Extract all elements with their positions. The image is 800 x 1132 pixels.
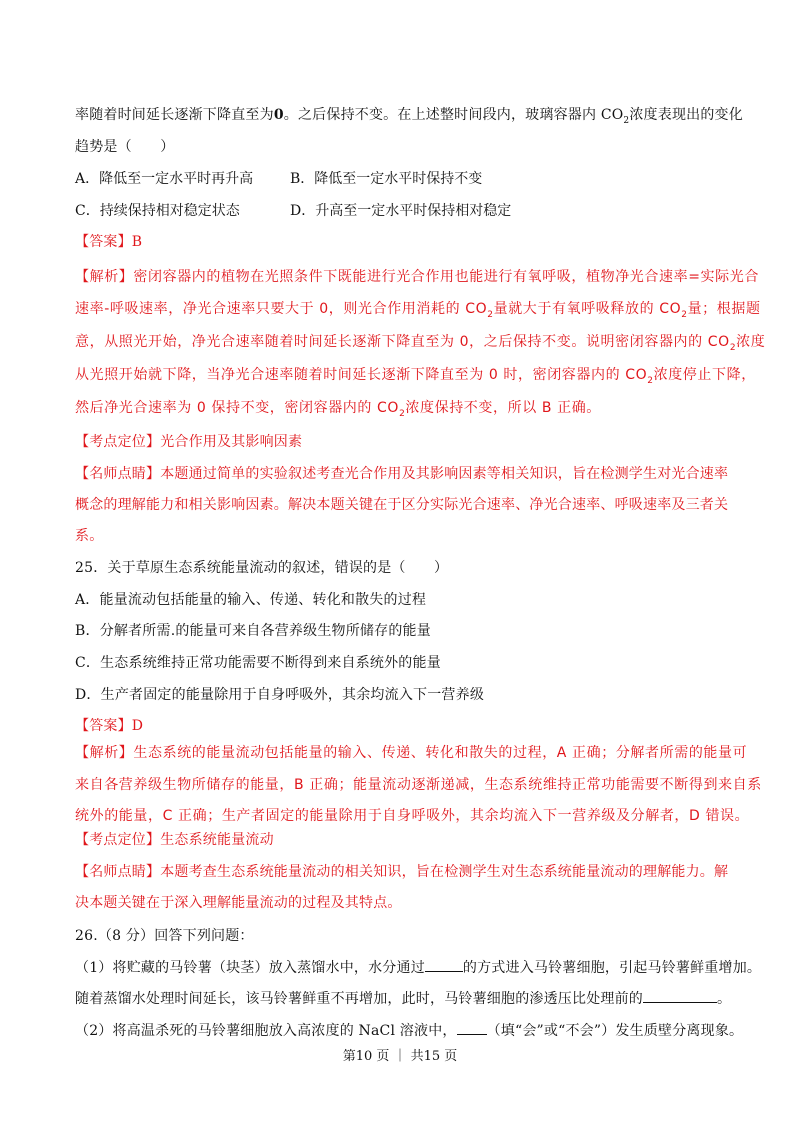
q24-analysis-line4: 从光照开始就下降，当净光合速率随着时间延长逐渐下降直至为 0 时，密闭容器内的 $CO_2$浓度停止下降， [75, 367, 756, 386]
q25-option-b: B．分解者所需.的能量可来自各营养级生物所储存的能量 [75, 623, 431, 639]
q26-part2-line1: （2）将高温杀死的马铃薯细胞放入高浓度的 NaCl 溶液中， （填“会”或“不会”）发生质壁分离现象。 [75, 1023, 744, 1039]
answer-blank [425, 971, 463, 972]
q24-analysis-line2: 速率-呼吸速率，净光合速率只要大于 0，则光合作用消耗的 $CO_2$量就大于有氧呼吸释放的 $CO_2$量；根据题 [75, 301, 761, 320]
q24-option-c: C．持续保持相对稳定状态 [75, 203, 240, 219]
q24-option-a: A．降低至一定水平时再升高 [75, 171, 254, 187]
answer-blank [457, 1034, 487, 1035]
q25-option-d: D．生产者固定的能量除用于自身呼吸外，其余均流入下一营养级 [75, 687, 485, 703]
q24-mingshi-line2: 概念的理解能力和相关影响因素。解决本题关键在于区分实际光合速率、净光合速率、呼吸速率及三者关 [75, 497, 729, 513]
q24-mingshi-line3: 系。 [75, 528, 104, 544]
q26-part1-line1: （1）将贮藏的马铃薯（块茎）放入蒸馏水中，水分通过 的方式进入马铃薯细胞，引起马铃薯鲜重增加。 [75, 960, 762, 976]
q24-analysis-line1: 【解析】密闭容器内的植物在光照条件下既能进行光合作用也能进行有氧呼吸，植物净光合速率=实际光合 [75, 269, 759, 285]
q24-stem-line2: 趋势是（ ） [75, 139, 175, 155]
q24-option-b: B．降低至一定水平时保持不变 [290, 171, 483, 187]
q25-mingshi-line2: 决本题关键在于深入理解能量流动的过程及其特点。 [75, 895, 402, 911]
q26-stem: 26.（8 分）回答下列问题： [75, 928, 254, 944]
q25-answer: 【答案】D [75, 718, 144, 734]
q25-option-c: C．生态系统维持正常功能需要不断得到来自系统外的能量 [75, 655, 441, 671]
q25-analysis-line3: 统外的能量，C 正确；生产者固定的能量除用于自身呼吸外，其余均流入下一营养级及分解者，D 错误。 [75, 808, 750, 824]
q25-mingshi-line1: 【名师点睛】本题考查生态系统能量流动的相关知识，旨在检测学生对生态系统能量流动的理解能力。解 [75, 864, 729, 880]
q25-analysis-line2: 来自各营养级生物所储存的能量，B 正确；能量流动逐渐递减，生态系统维持正常功能需要不断得到来自系 [75, 777, 762, 793]
q24-analysis-line3: 意，从照光开始，净光合速率随着时间延长逐渐下降直至为 0，之后保持不变。说明密闭容器内的 $CO_2$浓度 [75, 334, 766, 353]
q24-answer: 【答案】B [75, 234, 143, 250]
q24-option-d: D．升高至一定水平时保持相对稳定 [290, 203, 512, 219]
answer-blank [643, 1002, 717, 1003]
q25-kaodian: 【考点定位】生态系统能量流动 [75, 832, 274, 848]
q24-analysis-line5: 然后净光合速率为 0 保持不变，密闭容器内的 $CO_2$浓度保持不变，所以 B 正确。 [75, 400, 601, 419]
page-footer: 第10 页 ｜ 共15 页 [342, 1049, 458, 1064]
q25-stem: 25．关于草原生态系统能量流动的叙述，错误的是（ ） [75, 560, 449, 576]
q25-analysis-line1: 【解析】生态系统的能量流动包括能量的输入、传递、转化和散失的过程，A 正确；分解者所需的能量可 [75, 745, 748, 761]
q24-kaodian: 【考点定位】光合作用及其影响因素 [75, 434, 303, 450]
q24-stem-line1: 率随着时间延长逐渐下降直至为0。之后保持不变。在上述整时间段内，玻璃容器内 $CO_2$浓度表现出的变化 [75, 107, 743, 126]
q26-part1-line2: 随着蒸馏水处理时间延长，该马铃薯鲜重不再增加，此时，马铃薯细胞的渗透压比处理前的 。 [75, 991, 732, 1007]
q25-option-a: A．能量流动包括能量的输入、传递、转化和散失的过程 [75, 592, 427, 608]
q24-mingshi-line1: 【名师点睛】本题通过简单的实验叙述考查光合作用及其影响因素等相关知识，旨在检测学生对光合速率 [75, 466, 729, 482]
